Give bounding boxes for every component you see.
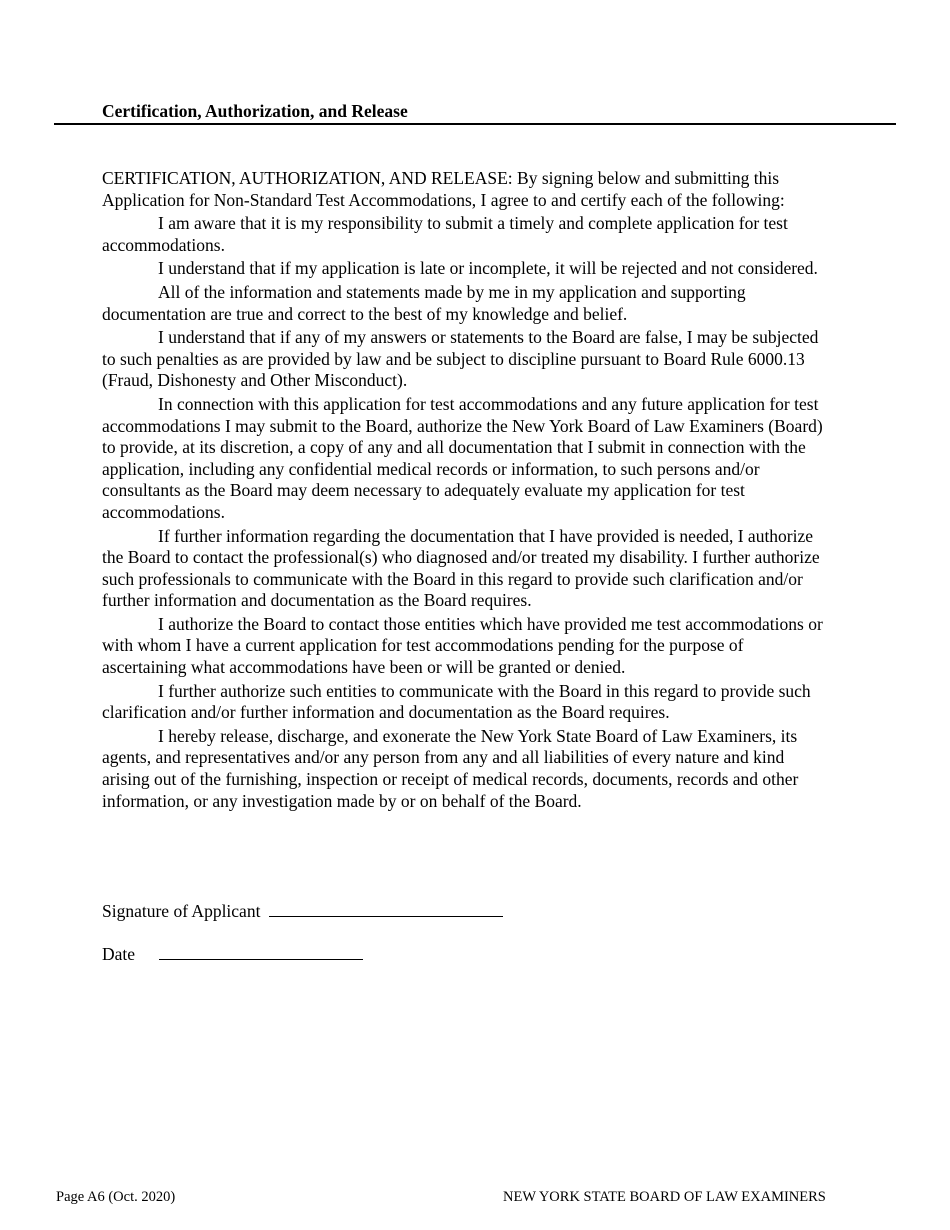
page-number: Page A6 (Oct. 2020): [56, 1189, 176, 1205]
paragraph-contact-professionals: If further information regarding the documentation that I have provided is needed, I authorize the Board to contact the professional(s) who diagnosed and/or treated my disability. I further authorize such professionals to communicate with the Board in this regard to provide such clarification and/or further information and documentation as the Board requires.: [102, 525, 820, 611]
date-row: [102, 943, 363, 965]
paragraph-documentation-release: In connection with this application for test accommodations and any future application for test accommodations I may submit to the Board, authorize the New York Board of Law Examiners (Board) to provide, at its discretion, a copy of any and all documentation that I submit in connection with the application, including any confidential medical records or information, to such persons and/or consultants as the Board may deem necessary to adequately evaluate my application for test accommodations.: [102, 393, 823, 522]
paragraph-entities-communicate: I further authorize such entities to communicate with the Board in this regard to provide such clarification and/or further information and documentation as the Board requires.: [102, 680, 811, 723]
organization-name: NEW YORK STATE BOARD OF LAW EXAMINERS: [503, 1189, 826, 1205]
paragraph-penalties: I understand that if any of my answers or statements to the Board are false, I may be subjected to such penalties as are provided by law and be subject to discipline pursuant to Board Rule 6000.13 (Fraud, Dishonesty and Other Misconduct).: [102, 327, 819, 391]
section-title: Certification, Authorization, and Release: [102, 101, 408, 121]
paragraph-contact-entities: I authorize the Board to contact those entities which have provided me test accommodations or with whom I have a current application for test accommodations pending for the purpose of ascertaining what accommodations have been or will be granted or denied.: [102, 613, 823, 678]
signature-label: Signature of Applicant: [102, 901, 261, 921]
intro-paragraph: CERTIFICATION, AUTHORIZATION, AND RELEASE: By signing below and submitting this Application for Non-Standard Test Accommodations, I agree to and certify each of the following:: [102, 168, 785, 210]
date-field[interactable]: [159, 943, 363, 960]
signature-field[interactable]: [269, 900, 503, 917]
paragraph-release-liability: I hereby release, discharge, and exonerate the New York State Board of Law Examiners, its agents, and representatives and/or any person from any and all liabilities of every nature and kind arising out of the furnishing, inspection or receipt of medical records, documents, records and other information, or any investigation made by or on behalf of the Board.: [102, 725, 799, 811]
paragraph-late-incomplete: I understand that if my application is late or incomplete, it will be rejected and not considered.: [158, 258, 818, 279]
date-label: Date: [102, 944, 136, 964]
paragraph-true-correct: All of the information and statements made by me in my application and supporting documentation are true and correct to the best of my knowledge and belief.: [102, 281, 746, 324]
header-divider: [54, 123, 896, 125]
signature-row: [102, 900, 503, 922]
certification-text: [102, 168, 832, 814]
paragraph-responsibility: I am aware that it is my responsibility to submit a timely and complete application for test accommodations.: [102, 213, 788, 255]
